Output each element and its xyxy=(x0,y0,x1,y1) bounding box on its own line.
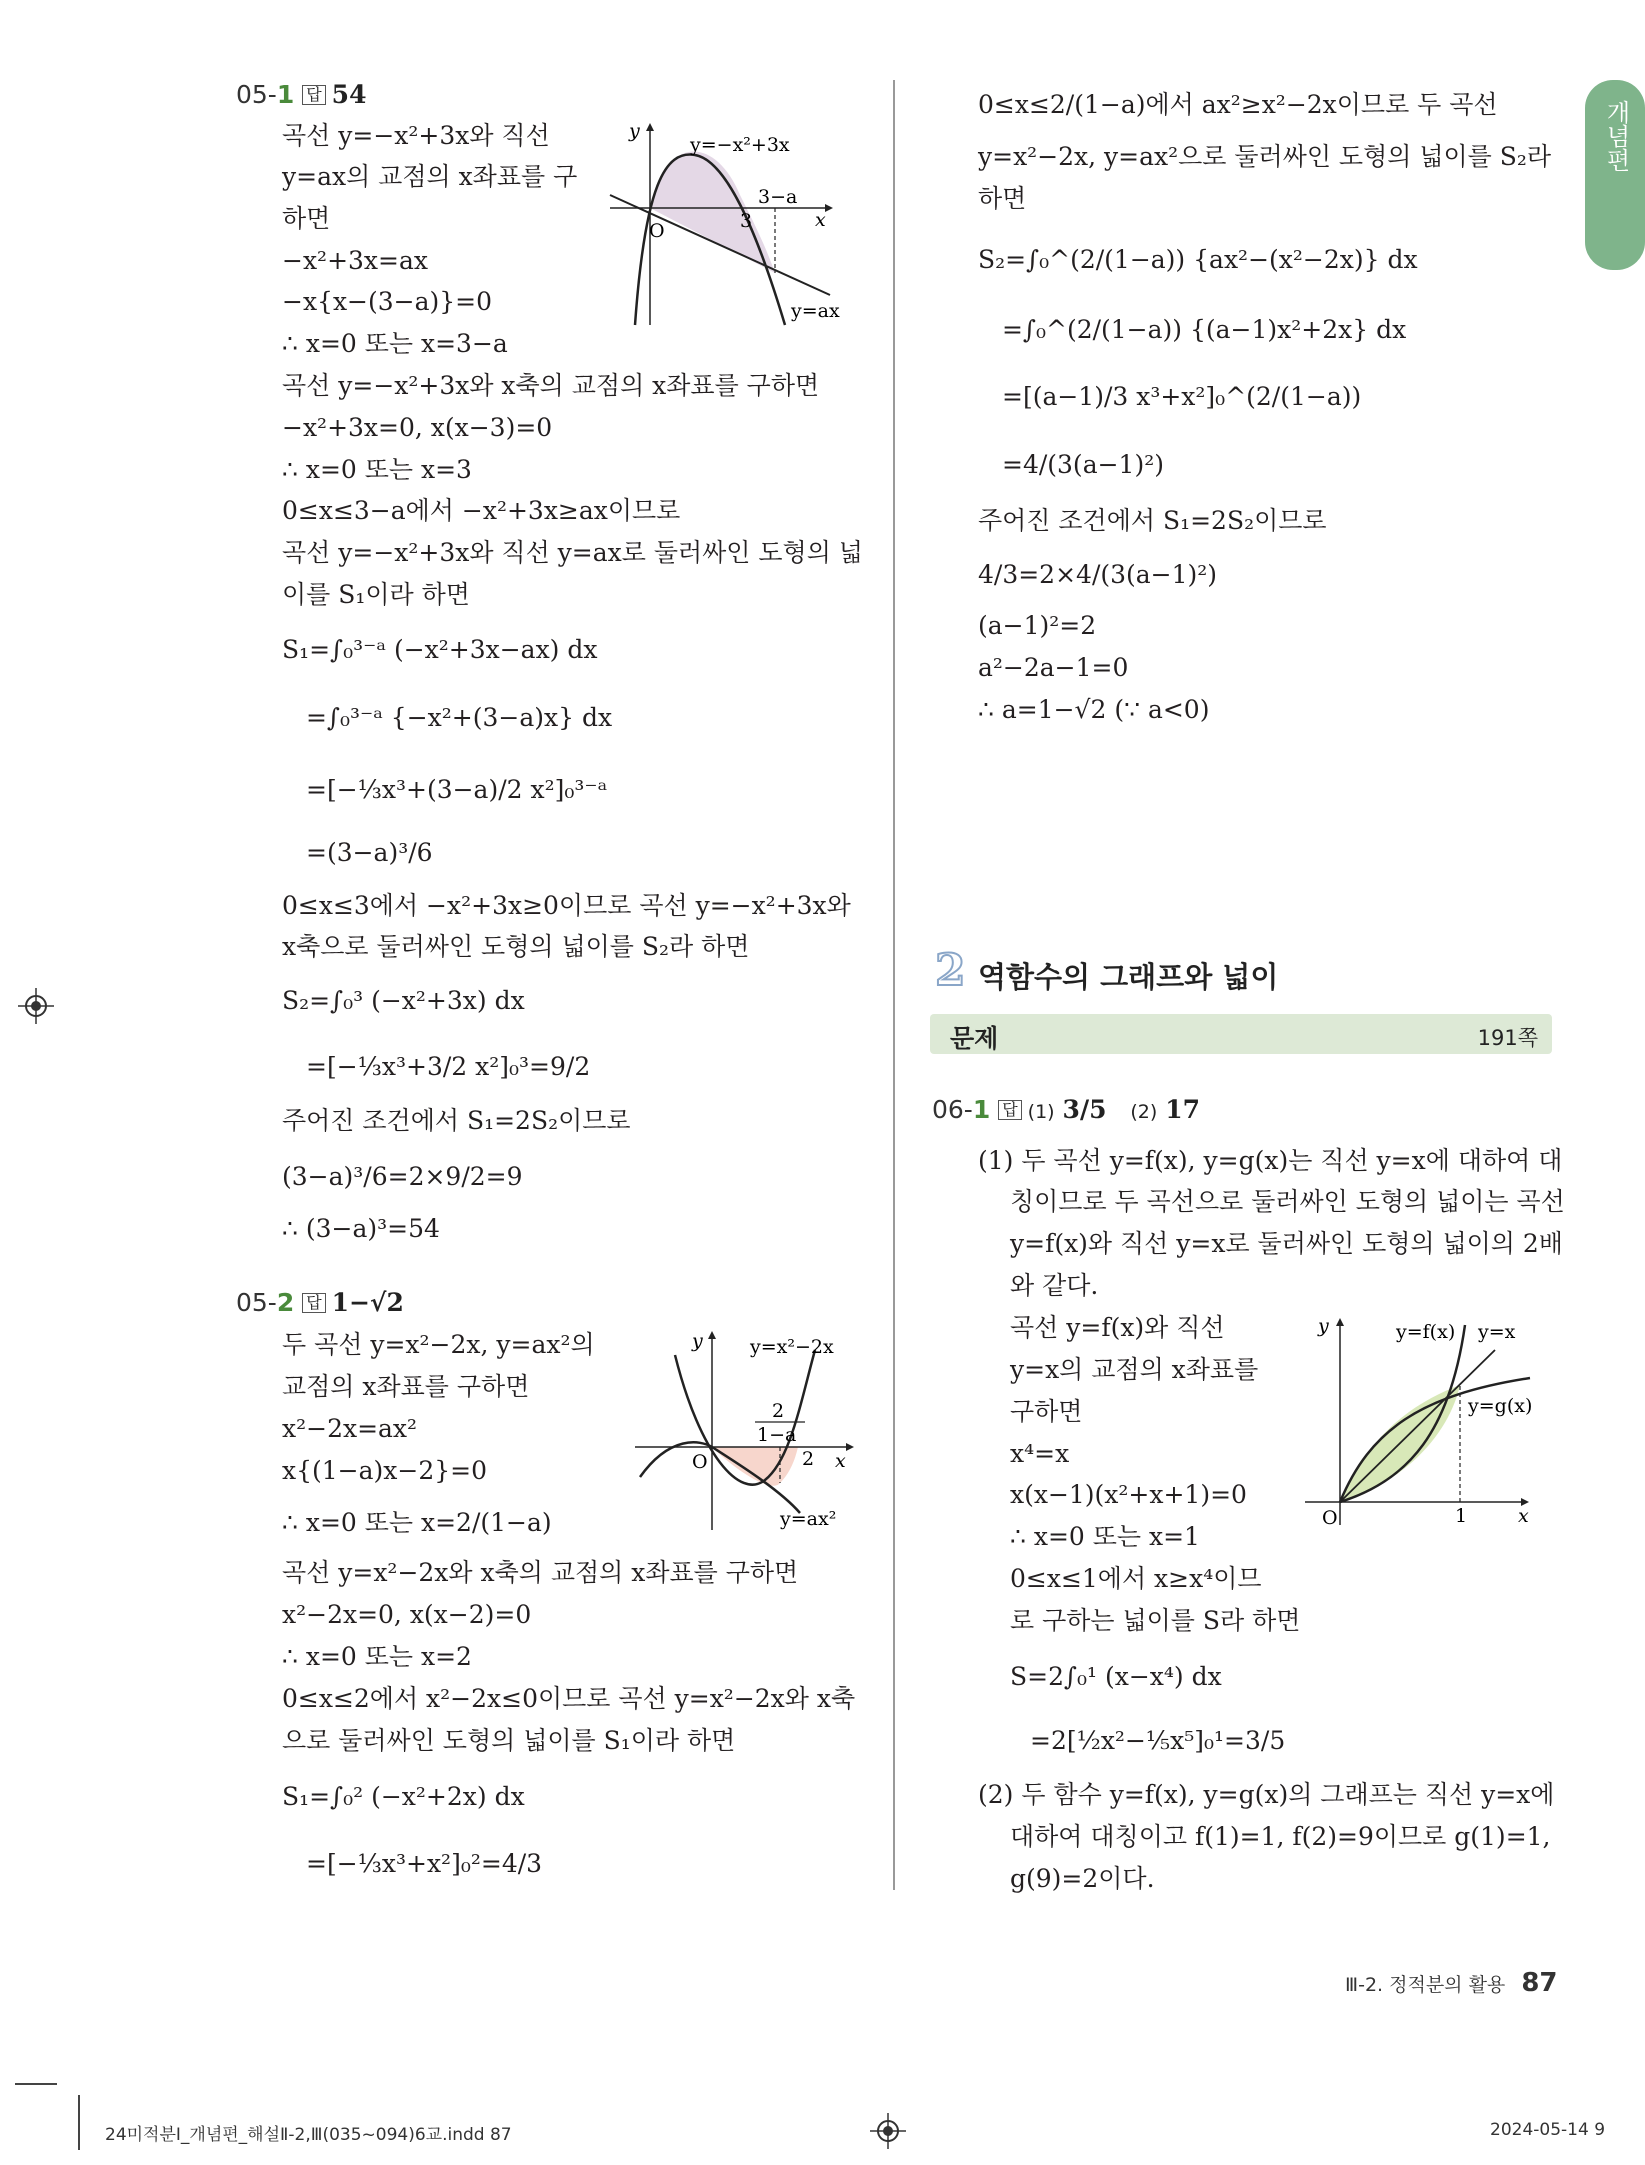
text-line: y=x²−2x, y=ax²으로 둘러싸인 도형의 넓이를 S₂라 xyxy=(978,142,1552,171)
crop-mark xyxy=(15,2083,57,2085)
y-label: y xyxy=(1318,1315,1329,1337)
curve-label: y=x²−2x xyxy=(750,1336,834,1358)
chapter-tab xyxy=(1585,80,1645,270)
y-label: y xyxy=(692,1330,703,1352)
text-line: g(9)=2이다. xyxy=(1010,1864,1155,1893)
text-line: 두 곡선 y=x²−2x, y=ax²의 xyxy=(282,1330,595,1359)
answer-part-2-value: 17 xyxy=(1165,1095,1200,1124)
chapter-tab-label: 개념편 xyxy=(1602,100,1630,172)
problem-05-2-header xyxy=(236,1288,404,1317)
equation-line: S=2∫₀¹ (x−x⁴) dx xyxy=(1010,1662,1222,1691)
answer-value: 1−√2 xyxy=(331,1288,404,1317)
page-number: 87 xyxy=(1521,1968,1558,1998)
problem-number-green: 1 xyxy=(276,80,295,109)
equation-line: S₁=∫₀² (−x²+2x) dx xyxy=(282,1782,525,1811)
chapter-footer xyxy=(1345,1968,1558,1998)
text-line: ∴ x=0 또는 x=3−a xyxy=(282,329,508,358)
equation-line: =(3−a)³/6 xyxy=(306,838,433,867)
equation-line: S₁=∫₀³⁻ᵃ (−x²+3x−ax) dx xyxy=(282,635,598,664)
origin-label: O xyxy=(649,220,665,242)
text-line: ∴ x=0 또는 x=3 xyxy=(282,455,472,484)
problem-bar xyxy=(930,1014,1552,1054)
f-label: y=f(x) xyxy=(1396,1321,1456,1343)
text-line: 이를 S₁이라 하면 xyxy=(282,580,470,609)
x-label: x xyxy=(815,209,826,231)
problem-number: 05- xyxy=(236,1288,277,1317)
column-divider xyxy=(893,80,895,1890)
equation-line: =2[½x²−⅕x⁵]₀¹=3/5 xyxy=(1030,1726,1286,1755)
text-line: 하면 xyxy=(282,204,331,233)
origin-label: O xyxy=(692,1451,708,1473)
text-line: y=f(x)와 직선 y=x로 둘러싸인 도형의 넓이의 2배 xyxy=(1010,1229,1563,1258)
equation-line: (a−1)²=2 xyxy=(978,611,1097,640)
text-line: y=x의 교점의 x좌표를 xyxy=(1010,1355,1259,1384)
text-line: 0≤x≤3에서 −x²+3x≥0이므로 곡선 y=−x²+3x와 xyxy=(282,891,851,920)
text-line: 0≤x≤1에서 x≥x⁴이므 xyxy=(1010,1564,1262,1593)
text-line: 구하면 xyxy=(1010,1397,1083,1426)
g-label: y=g(x) xyxy=(1468,1395,1533,1417)
graph-05-2 xyxy=(630,1325,860,1535)
text-line: x{(1−a)x−2}=0 xyxy=(282,1456,487,1485)
text-line: 0≤x≤3−a에서 −x²+3x≥ax이므로 xyxy=(282,496,681,525)
answer-box: 답 xyxy=(998,1100,1021,1120)
print-file-info: 24미적분Ⅰ_개념편_해설Ⅱ-2,Ⅲ(035~094)6교.indd 87 xyxy=(105,2125,512,2145)
problem-06-1-header xyxy=(932,1095,1200,1124)
line-y-x xyxy=(1340,1350,1495,1502)
section-number-icon xyxy=(933,945,967,996)
y-label: y xyxy=(629,120,640,142)
problem-number-green: 2 xyxy=(276,1288,295,1317)
x-label: x xyxy=(835,1450,846,1472)
text-line: 대하여 대칭이고 f(1)=1, f(2)=9이므로 g(1)=1, xyxy=(1010,1822,1551,1851)
equation-line: x(x−1)(x²+x+1)=0 xyxy=(1010,1480,1247,1509)
equation-line: =[(a−1)/3 x³+x²]₀^(2/(1−a)) xyxy=(1002,382,1362,411)
answer-box: 답 xyxy=(302,1293,325,1313)
text-line: 칭이므로 두 곡선으로 둘러싸인 도형의 넓이는 곡선 xyxy=(1010,1187,1565,1216)
text-line: 0≤x≤2에서 x²−2x≤0이므로 곡선 y=x²−2x와 x축 xyxy=(282,1684,856,1713)
equation-line: =[−⅓x³+3/2 x²]₀³=9/2 xyxy=(306,1052,591,1081)
text-line: 로 구하는 넓이를 S라 하면 xyxy=(1010,1606,1301,1635)
problem-number: 05- xyxy=(236,80,277,109)
registration-mark-icon xyxy=(870,2113,906,2149)
chapter-name: Ⅲ-2. 정적분의 활용 xyxy=(1345,1974,1506,1996)
section-title: 역함수의 그래프와 넓이 xyxy=(978,960,1279,994)
x-label: x xyxy=(1518,1505,1529,1527)
problem-number: 06- xyxy=(932,1095,973,1124)
equation-line: x⁴=x xyxy=(1010,1439,1070,1468)
crop-mark xyxy=(78,2095,80,2150)
graph-06-1 xyxy=(1300,1310,1555,1550)
text-line: y=ax의 교점의 x좌표를 구 xyxy=(282,162,578,191)
problem-number-green: 1 xyxy=(972,1095,991,1124)
answer-part-1-label: (1) xyxy=(1027,1101,1055,1123)
text-line: 으로 둘러싸인 도형의 넓이를 S₁이라 하면 xyxy=(282,1726,736,1755)
equation-line: a²−2a−1=0 xyxy=(978,653,1129,682)
equation-line: =[−⅓x³+x²]₀²=4/3 xyxy=(306,1849,543,1878)
text-line: (1) 두 곡선 y=f(x), y=g(x)는 직선 y=x에 대하여 대 xyxy=(978,1146,1563,1175)
text-line: 곡선 y=f(x)와 직선 xyxy=(1010,1313,1225,1342)
text-line: −x²+3x=0, x(x−3)=0 xyxy=(282,413,553,442)
text-line: 하면 xyxy=(978,184,1027,213)
tick-1: 1 xyxy=(1455,1505,1468,1527)
equation-line: =∫₀^(2/(1−a)) {(a−1)x²+2x} dx xyxy=(1002,315,1407,344)
equation-line: =[−⅓x³+(3−a)/2 x²]₀³⁻ᵃ xyxy=(306,775,608,804)
text-line: 와 같다. xyxy=(1010,1271,1099,1300)
tick-3-a: 3−a xyxy=(758,186,798,208)
line-label: y=ax xyxy=(791,300,840,322)
problem-bar-label: 문제 xyxy=(950,1024,999,1053)
answer-part-2-label: (2) xyxy=(1130,1101,1158,1123)
answer-box: 답 xyxy=(302,85,325,105)
section-number: 2 xyxy=(935,945,966,996)
problem-05-1-header xyxy=(236,80,366,109)
frac-numerator: 2 xyxy=(772,1400,785,1422)
equation-line: ∴ a=1−√2 (∵ a<0) xyxy=(978,695,1210,724)
text-line: −x²+3x=ax xyxy=(282,246,428,275)
equation-line: (3−a)³/6=2×9/2=9 xyxy=(282,1162,523,1191)
curve2-label: y=ax² xyxy=(780,1508,837,1530)
text-line: 교점의 x좌표를 구하면 xyxy=(282,1372,530,1401)
problem-bar-page: 191쪽 xyxy=(1477,1026,1538,1050)
text-line: 곡선 y=−x²+3x와 직선 xyxy=(282,121,550,150)
answer-value: 54 xyxy=(331,80,367,109)
tick-3: 3 xyxy=(740,210,753,232)
text-line: 주어진 조건에서 S₁=2S₂이므로 xyxy=(978,506,1327,535)
text-line: ∴ x=0 또는 x=2/(1−a) xyxy=(282,1508,552,1537)
equation-line: S₂=∫₀^(2/(1−a)) {ax²−(x²−2x)} dx xyxy=(978,245,1418,274)
text-line: (2) 두 함수 y=f(x), y=g(x)의 그래프는 직선 y=x에 xyxy=(978,1780,1555,1809)
registration-mark-icon xyxy=(18,988,54,1024)
origin-label: O xyxy=(1322,1507,1338,1529)
equation-line: =4/(3(a−1)²) xyxy=(1002,450,1164,479)
equation-line: S₂=∫₀³ (−x²+3x) dx xyxy=(282,986,525,1015)
graph-05-1 xyxy=(605,115,860,330)
text-line: x²−2x=ax² xyxy=(282,1414,418,1443)
text-line: 0≤x≤2/(1−a)에서 ax²≥x²−2x이므로 두 곡선 xyxy=(978,90,1498,119)
frac-denominator: 1−a xyxy=(757,1424,797,1446)
text-line: ∴ x=0 또는 x=2 xyxy=(282,1642,472,1671)
answer-part-1-value: 3/5 xyxy=(1062,1095,1107,1124)
text-line: ∴ (3−a)³=54 xyxy=(282,1214,440,1243)
text-line: 곡선 y=−x²+3x와 x축의 교점의 x좌표를 구하면 xyxy=(282,371,820,400)
equation-line: 4/3=2×4/(3(a−1)²) xyxy=(978,560,1218,589)
print-date: 2024-05-14 9 xyxy=(1490,2120,1606,2140)
text-line: 곡선 y=x²−2x와 x축의 교점의 x좌표를 구하면 xyxy=(282,1558,799,1587)
equation-line: =∫₀³⁻ᵃ {−x²+(3−a)x} dx xyxy=(306,703,613,732)
text-line: 주어진 조건에서 S₁=2S₂이므로 xyxy=(282,1106,631,1135)
text-line: x²−2x=0, x(x−2)=0 xyxy=(282,1600,532,1629)
yx-label: y=x xyxy=(1478,1321,1516,1343)
curve-label: y=−x²+3x xyxy=(690,134,790,156)
shaded-region xyxy=(650,152,775,273)
text-line: −x{x−(3−a)}=0 xyxy=(282,287,493,316)
text-line: 곡선 y=−x²+3x와 직선 y=ax로 둘러싸인 도형의 넓 xyxy=(282,538,863,567)
equation-line: ∴ x=0 또는 x=1 xyxy=(1010,1522,1200,1551)
tick-2: 2 xyxy=(802,1448,815,1470)
text-line: x축으로 둘러싸인 도형의 넓이를 S₂라 하면 xyxy=(282,932,750,961)
